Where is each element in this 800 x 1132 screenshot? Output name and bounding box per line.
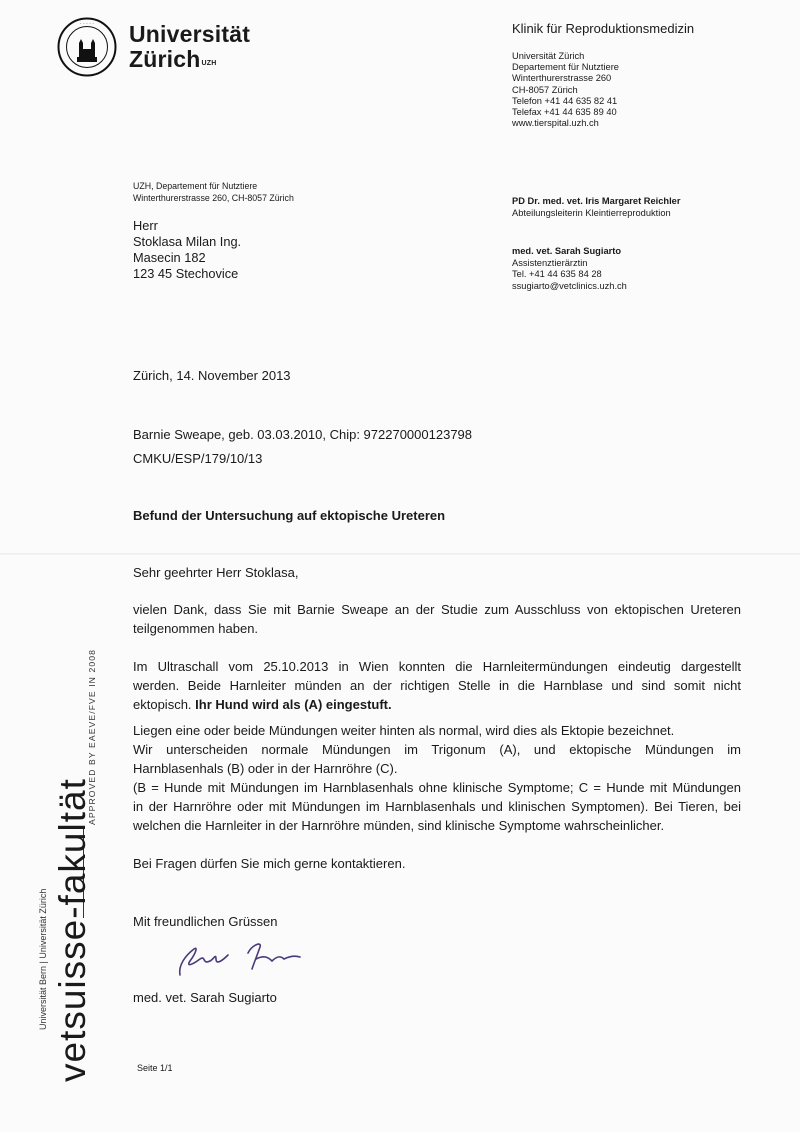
- paragraph-thanks: [133, 600, 741, 638]
- website-line: www.tierspital.uzh.ch: [512, 118, 599, 129]
- result-text: ektopisch.: [133, 697, 196, 712]
- contact-invitation: Bei Fragen dürfen Sie mich gerne kontaktieren.: [133, 856, 406, 871]
- university-name-line1: Universität: [129, 21, 251, 47]
- faculty-universities: Universität Bern | Universität Zürich: [38, 888, 48, 1030]
- sender-line: Winterthurerstrasse 260, CH-8057 Zürich: [133, 192, 294, 203]
- paragraph-line: Im Ultraschall vom 25.10.2013 in Wien konnten die Harnleitermündungen eindeutig dargestellt: [133, 659, 741, 674]
- classification-result: Ihr Hund wird als (A) eingestuft.: [195, 697, 392, 712]
- recipient-line: Stoklasa Milan Ing.: [133, 234, 242, 249]
- university-abbrev: UZH: [201, 60, 217, 67]
- recipient-address: [133, 218, 241, 282]
- clinic-name: Klinik für Reproduktionsmedizin: [512, 21, 695, 36]
- paragraph-explanation: [133, 721, 741, 835]
- address-line: CH-8057 Zürich: [512, 84, 578, 95]
- signatory-name: med. vet. Sarah Sugiarto: [133, 990, 277, 1005]
- address-line: Universität Zürich: [512, 51, 585, 61]
- sender-return-address: [133, 181, 294, 204]
- paragraph-line: in der Harnröhre oder mit Mündungen im Harnblasenhals und klinischen Symptomen). Bei Tieren, bei: [133, 799, 741, 814]
- contact-name: med. vet. Sarah Sugiarto: [512, 246, 622, 256]
- page-number: Seite 1/1: [137, 1063, 173, 1073]
- letter-subject: Befund der Untersuchung auf ektopische Ureteren: [133, 508, 446, 523]
- paragraph-line: Liegen eine oder beide Mündungen weiter hinten als normal, wird dies als Ektopie bezeichnet.: [133, 723, 675, 738]
- svg-text:· · · · ·: · · · · ·: [80, 21, 94, 27]
- contact-secondary: [512, 246, 627, 292]
- university-name-line2: Zürich: [129, 46, 201, 72]
- phone-line: Telefon +41 44 635 82 41: [512, 95, 618, 106]
- recipient-line: Herr: [133, 218, 158, 233]
- closing: Mit freundlichen Grüssen: [133, 914, 278, 929]
- contact-name: PD Dr. med. vet. Iris Margaret Reichler: [512, 196, 681, 206]
- university-seal-logo: [57, 17, 117, 77]
- handwritten-signature: [172, 935, 317, 985]
- paragraph-line: werden. Beide Harnleiter münden an der richtigen Stelle in die Harnblase und sind somit nicht: [133, 678, 741, 693]
- letter-date: Zürich, 14. November 2013: [133, 368, 291, 383]
- faculty-name: vetsuisse-fakultät: [52, 778, 93, 1082]
- accreditation-label: APPROVED BY EAEVE/FVE IN 2008: [87, 649, 97, 825]
- paragraph-line: Harnblasenhals (B) oder in der Harnröhre (C).: [133, 761, 398, 776]
- paragraph-line: teilgenommen haben.: [133, 621, 259, 636]
- sender-line: UZH, Departement für Nutztiere: [133, 181, 258, 191]
- address-line: Winterthurerstrasse 260: [512, 73, 612, 84]
- paragraph-line: vielen Dank, dass Sie mit Barnie Sweape an der Studie zum Ausschluss von ektopischen Ureteren: [133, 602, 741, 617]
- university-name: [129, 22, 250, 72]
- paper-fold-line: [0, 553, 800, 555]
- paragraph-line: [133, 695, 741, 714]
- contact-phone: Tel. +41 44 635 84 28: [512, 269, 602, 279]
- clinic-address: [512, 51, 619, 129]
- patient-info: Barnie Sweape, geb. 03.03.2010, Chip: 972270000123798: [133, 427, 473, 442]
- paragraph-line: (B = Hunde mit Mündungen im Harnblasenhals ohne klinische Symptome; C = Hunde mit Mündungen: [133, 780, 741, 795]
- salutation: Sehr geehrter Herr Stoklasa,: [133, 565, 299, 580]
- paragraph-line: welchen die Harnleiter in der Harnröhre münden, sind klinische Symptome wahrscheinlicher.: [133, 818, 665, 833]
- contact-email[interactable]: ssugiarto@vetclinics.uzh.ch: [512, 280, 627, 291]
- recipient-line: 123 45 Stechovice: [133, 266, 239, 281]
- paragraph-result: [133, 657, 741, 714]
- address-line: Departement für Nutztiere: [512, 62, 619, 73]
- paragraph-line: Wir unterscheiden normale Mündungen im Trigonum (A), und ektopische Mündungen im: [133, 742, 741, 757]
- fax-line: Telefax +41 44 635 89 40: [512, 107, 617, 118]
- contact-primary: [512, 196, 680, 219]
- recipient-line: Masecin 182: [133, 250, 206, 265]
- contact-role: Assistenztierärztin: [512, 257, 588, 268]
- contact-role: Abteilungsleiterin Kleintierreproduktion: [512, 207, 671, 218]
- reference-number: CMKU/ESP/179/10/13: [133, 451, 263, 466]
